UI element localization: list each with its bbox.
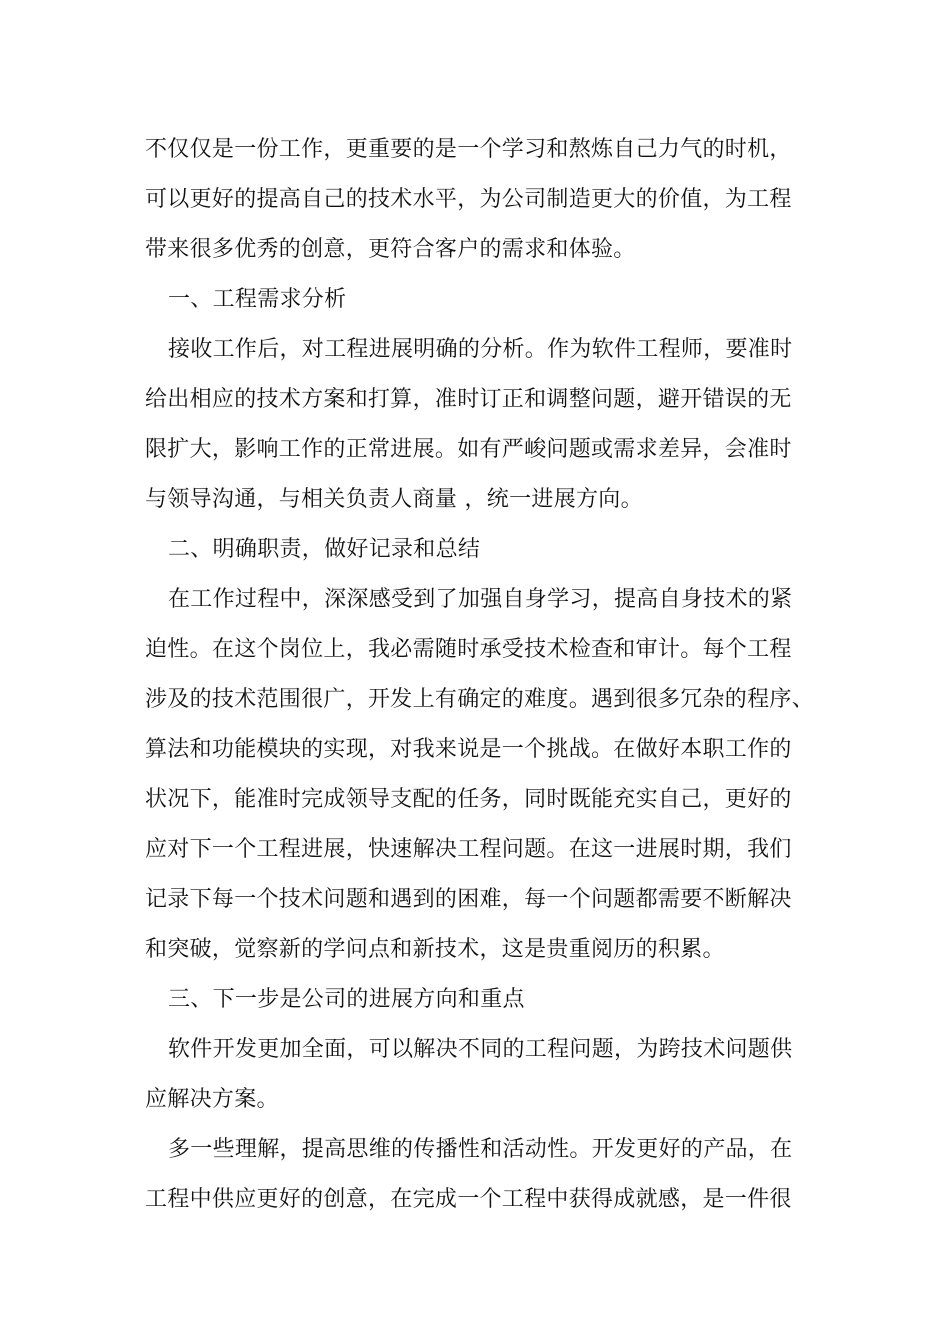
text-line: 迫性。在这个岗位上，我必需随时承受技术检查和审计。每个工程 bbox=[145, 637, 792, 662]
text-line: 给出相应的技术方案和打算，准时订正和调整问题，避开错误的无 bbox=[145, 387, 792, 412]
text-line: 不仅仅是一份工作，更重要的是一个学习和熬炼自己力气的时机， bbox=[145, 137, 792, 162]
text-line: 记录下每一个技术问题和遇到的困难，每一个问题都需要不断解决 bbox=[145, 887, 792, 912]
text-line: 应对下一个工程进展，快速解决工程问题。在这一进展时期，我们 bbox=[145, 837, 792, 862]
text-line: 与领导沟通，与相关负责人商量 ，统一进展方向。 bbox=[145, 487, 643, 512]
text-line: 限扩大，影响工作的正常进展。如有严峻问题或需求差异，会准时 bbox=[145, 437, 792, 462]
section-heading: 二、明确职责，做好记录和总结 bbox=[168, 537, 481, 562]
text-line: 可以更好的提高自己的技术水平，为公司制造更大的价值，为工程 bbox=[145, 187, 792, 212]
text-line: 带来很多优秀的创意，更符合客户的需求和体验。 bbox=[145, 237, 636, 262]
text-line: 多一些理解，提高思维的传播性和活动性。开发更好的产品，在 bbox=[168, 1137, 793, 1162]
section-heading: 一、工程需求分析 bbox=[168, 287, 347, 312]
text-line: 和突破，觉察新的学问点和新技术，这是贵重阅历的积累。 bbox=[145, 937, 725, 962]
text-line: 接收工作后，对工程进展明确的分析。作为软件工程师，要准时 bbox=[168, 337, 793, 362]
text-line: 涉及的技术范围很广，开发上有确定的难度。遇到很多冗杂的程序、 bbox=[145, 687, 815, 712]
section-heading: 三、下一步是公司的进展方向和重点 bbox=[168, 987, 525, 1012]
text-line: 算法和功能模块的实现，对我来说是一个挑战。在做好本职工作的 bbox=[145, 737, 792, 762]
text-line: 应解决方案。 bbox=[145, 1087, 279, 1112]
text-line: 软件开发更加全面，可以解决不同的工程问题，为跨技术问题供 bbox=[168, 1037, 793, 1062]
text-line: 状况下，能准时完成领导支配的任务，同时既能充实自己，更好的 bbox=[145, 787, 792, 812]
text-line: 在工作过程中，深深感受到了加强自身学习，提高自身技术的紧 bbox=[168, 587, 793, 612]
text-line: 工程中供应更好的创意，在完成一个工程中获得成就感，是一件很 bbox=[145, 1187, 792, 1212]
